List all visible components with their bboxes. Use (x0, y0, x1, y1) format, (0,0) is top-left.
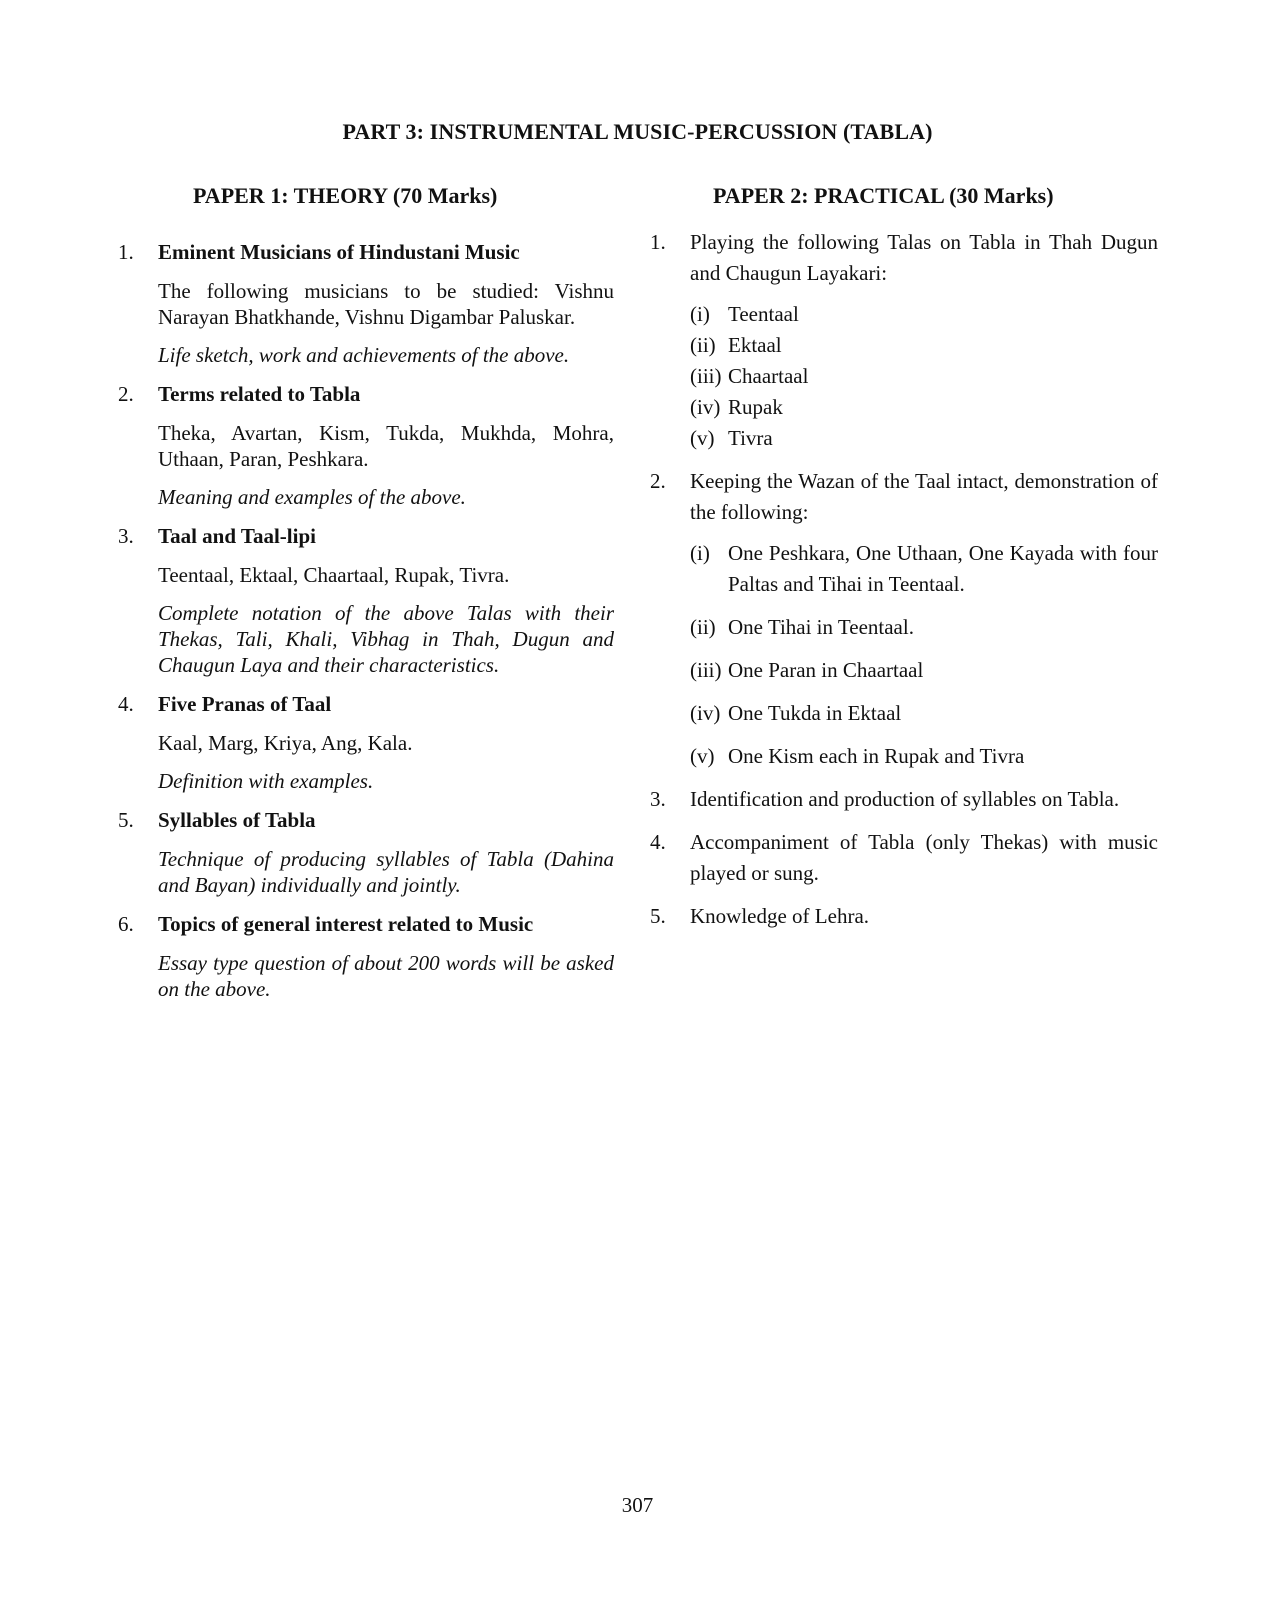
theory-item-4: 4. Five Pranas of Taal Kaal, Marg, Kriya, Ang, Kala. Definition with examples. (118, 689, 614, 794)
theory-item-note: Life sketch, work and achievements of the above. (158, 343, 570, 367)
theory-item-note: Complete notation of the above Talas with their Thekas, Tali, Khali, Vibhag in Thah, Dugun and Chaugun Laya and their characteristics. (158, 601, 614, 677)
theory-item-body: Teentaal, Ektaal, Chaartaal, Rupak, Tivra. (158, 563, 510, 587)
theory-item-title: Topics of general interest related to Music (158, 912, 534, 936)
part-title: PART 3: INSTRUMENTAL MUSIC-PERCUSSION (TABLA) (342, 119, 933, 144)
sublist-item: (v) One Kism each in Rupak and Tivra (690, 744, 1025, 768)
paper2-heading: PAPER 2: PRACTICAL (30 Marks) (713, 183, 1054, 208)
sublist-item: (ii) One Tihai in Teentaal. (690, 615, 914, 639)
sublist-item: (iv) Rupak (690, 395, 783, 419)
paper1-column (118, 183, 614, 1013)
theory-item-note: Definition with examples. (158, 769, 374, 793)
practical-item-1: 1. Playing the following Talas on Tabla in Thah Dugun and Chaugun Layakari: (i) Teentaal (ii) Ektaal (iii) Chaartaal (iv) Rupak (v) Tivra (650, 227, 1158, 454)
practical-item-2: 2. Keeping the Wazan of the Taal intact, demonstration of the following: (i) One Peshkara, One Uthaan, One Kayada with four Paltas and Tihai in Teentaal. (ii) One Tihai in Teentaal. (iii) One Paran in Chaartaal (iv) One Tukda in Ektaal (v) One Kism each in Rupak and Tivra (650, 466, 1158, 772)
theory-item-1: 1. Eminent Musicians of Hindustani Music The following musicians to be studied: Vishnu Narayan Bhatkhande, Vishnu Digambar Paluskar. Life sketch, work and achievements of the above. (118, 237, 614, 368)
practical-item-5: 5. Knowledge of Lehra. (650, 901, 1158, 932)
sublist-item: (iii) One Paran in Chaartaal (690, 658, 924, 682)
theory-item-2: 2. Terms related to Tabla Theka, Avartan, Kism, Tukda, Mukhda, Mohra, Uthaan, Paran, Peshkara. Meaning and examples of the above. (118, 379, 614, 510)
theory-item-6: 6. Topics of general interest related to Music Essay type question of about 200 words will be asked on the above. (118, 909, 614, 1002)
sublist-item: (iv) One Tukda in Ektaal (690, 701, 902, 725)
theory-item-body: Theka, Avartan, Kism, Tukda, Mukhda, Mohra, Uthaan, Paran, Peshkara. (158, 421, 614, 471)
theory-item-note: Essay type question of about 200 words will be asked on the above. (158, 951, 614, 1001)
theory-item-body: The following musicians to be studied: Vishnu Narayan Bhatkhande, Vishnu Digambar Paluskar. (158, 279, 614, 329)
practical-sublist (690, 299, 1158, 454)
page-number: 307 (621, 1493, 654, 1517)
practical-item-text: Accompaniment of Tabla (only Thekas) with music played or sung. (690, 830, 1158, 885)
theory-item-note: Technique of producing syllables of Tabla (Dahina and Bayan) individually and jointly. (158, 847, 614, 897)
sublist-item: (i) One Peshkara, One Uthaan, One Kayada with four Paltas and Tihai in Teentaal. (690, 541, 1158, 596)
paper1-heading: PAPER 1: THEORY (70 Marks) (193, 183, 498, 208)
theory-item-title: Syllables of Tabla (158, 808, 316, 832)
practical-item-4: 4. Accompaniment of Tabla (only Thekas) with music played or sung. (650, 827, 1158, 889)
theory-item-5: 5. Syllables of Tabla Technique of producing syllables of Tabla (Dahina and Bayan) individually and jointly. (118, 805, 614, 898)
practical-sublist (690, 538, 1158, 772)
practical-item-text: Keeping the Wazan of the Taal intact, demonstration of the following: (690, 469, 1158, 524)
sublist-item: (iii) Chaartaal (690, 364, 809, 388)
sublist-item: (ii) Ektaal (690, 333, 782, 357)
practical-item-text: Playing the following Talas on Tabla in Thah Dugun and Chaugun Layakari: (690, 230, 1158, 285)
theory-item-title: Five Pranas of Taal (158, 692, 332, 716)
practical-item-text: Identification and production of syllables on Tabla. (690, 787, 1120, 811)
theory-item-body: Kaal, Marg, Kriya, Ang, Kala. (158, 731, 413, 755)
practical-item-3: 3. Identification and production of syllables on Tabla. (650, 784, 1158, 815)
sublist-item: (v) Tivra (690, 426, 773, 450)
paper2-column (650, 183, 1158, 944)
theory-item-title: Terms related to Tabla (158, 382, 361, 406)
theory-item-3: 3. Taal and Taal-lipi Teentaal, Ektaal, Chaartaal, Rupak, Tivra. Complete notation of the above Talas with their Thekas, Tali, Khali, Vibhag in Thah, Dugun and Chaugun Laya and their characteristics. (118, 521, 614, 678)
sublist-item: (i) Teentaal (690, 302, 799, 326)
theory-item-title: Eminent Musicians of Hindustani Music (158, 240, 520, 264)
theory-item-title: Taal and Taal-lipi (158, 524, 316, 548)
theory-item-note: Meaning and examples of the above. (158, 485, 466, 509)
practical-item-text: Knowledge of Lehra. (690, 904, 870, 928)
